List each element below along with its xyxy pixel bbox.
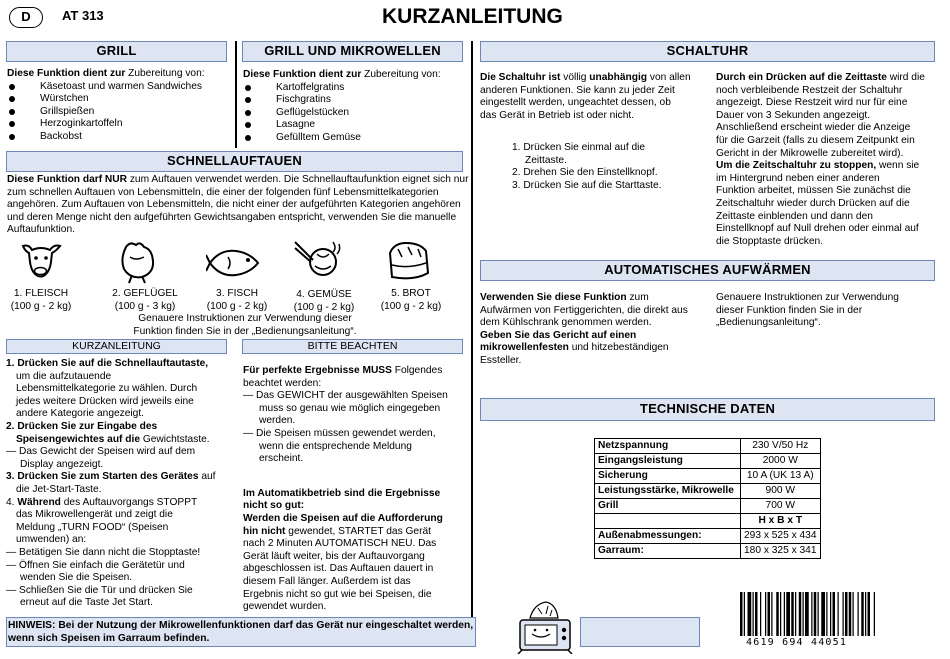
list-item: Geflügelstücken — [243, 107, 468, 120]
short-guide-steps: 1. Drücken Sie auf die Schnellauftautaste, um die aufzutauende Lebensmittelkategorie zu wählen. Durch jedes weitere Drücken wird jeweils eine andere Kategorie angezeigt. 2. Drücken Sie zur Eingabe des Speisengewichtes auf die Gewichtstaste. — Das Gewicht der Speisen wird auf dem Display angezeigt. 3. Drücken Sie zum Starten des Gerätes auf die Jet-Start-Taste. 4. Während des Auftauvorgangs STOPPT das Mikrowellengerät und zeigt die Meldung „TURN FOOD“ (Speisen umwenden) an: — Betätigen Sie dann nicht die Stopptaste! — Öffnen Sie einfach die Gerätetür und wenden Sie die Speisen. — Schließen Sie die Tür und drücken Sie erneut auf die Taste Jet Start. — [6, 358, 216, 609]
category-poultry: 2. GEFLÜGEL (100 g - 3 kg) — [112, 288, 178, 312]
barcode-bar — [821, 592, 825, 636]
table-row: Leistungsstärke, Mikrowelle 900 W — [595, 484, 821, 499]
footer-hint: HINWEIS: Bei der Nutzung der Mikrowellenfunktionen darf das Gerät nur eingeschaltet werden, wenn sich Speisen im Garraum befinden. — [8, 620, 474, 644]
notice-heading: BITTE BEACHTEN — [242, 339, 463, 354]
vegetables-icon — [293, 238, 349, 288]
barcode-bar — [833, 592, 836, 636]
list-item: Kartoffelgratins — [243, 82, 468, 95]
page-title: KURZANLEITUNG — [382, 5, 563, 28]
grill-micro-heading: GRILL UND MIKROWELLEN — [242, 41, 463, 62]
barcode-bar — [760, 592, 761, 636]
grill-micro-section — [243, 69, 468, 145]
list-item: Käsetoast und warmen Sandwiches — [7, 81, 232, 94]
list-item: Herzoginkartoffeln — [7, 118, 232, 131]
barcode-bar — [845, 592, 848, 636]
barcode-bar — [799, 592, 802, 636]
fish-icon — [206, 243, 262, 281]
barcode — [740, 592, 936, 636]
timer-left: Die Schaltuhr ist völlig unabhängig von allen anderen Funktionen. Sie kann zu jeder Zeit eingestellt werden, ungeachtet dessen, ob das Gerät in Betrieb ist oder nicht. — [480, 72, 691, 121]
barcode-number: 4619 694 44051 — [746, 637, 848, 648]
barcode-bar — [814, 592, 817, 636]
category-bread: 5. BROT (100 g - 2 kg) — [380, 288, 442, 312]
notice-section: Für perfekte Ergebnisse MUSS Folgendes beachtet werden: — Das GEWICHT der ausgewählten Speisen muss so genau wie möglich eingegeben werden. — Die Speisen müssen gewendet werden, wenn die entsprechende Meldung erscheint. Im Automatikbetrieb sind die Ergebnisse nicht so gut: Werden die Speisen auf die Aufforderung hin nicht gewendet, STARTET das Gerät nach 2 Minuten AUTOMATISCH NEU. Das Gerät läuft weiter, bis der Auftauvorgang abgeschlossen ist. Das Auftauen dauert in diesem Fall länger. Außerdem ist das Ergebnis nicht so gut wie bei Speisen, die gewendet wurden. — [243, 365, 448, 613]
barcode-bar — [740, 592, 743, 636]
timer-steps: 1. Drücken Sie einmal auf die Zeittaste. 2. Drehen Sie den Einstellknopf. 3. Drücken Sie auf die Starttaste. — [512, 142, 662, 191]
list-item: Lasagne — [243, 119, 468, 132]
quick-defrost-intro: Diese Funktion darf NUR zum Auftauen verwendet werden. Die Schnellauftaufunktion eignet sich nur zum schnellen Auftauen von Lebensmitteln, die einer der folgenden fünf Lebensmittelkategorien angehören. Zum Auftauen von Lebensmitteln, die nicht einer der aufgeführten Kategorien angehören und deren Menge nicht den aufgeführten Gewichtsangaben entspricht, verwenden Sie die manuelle Auftaufunktion. — [7, 174, 469, 236]
timer-right: Durch ein Drücken auf die Zeittaste wird die noch verbleibende Restzeit der Schaltuhr angezeigt. Diese Restzeit wird nur für eine Dauer von 3 Sekunden angezeigt. Anschließend erscheint wieder die Anzeige für die Garzeit (falls zu diesem Zeitpunkt ein Gericht in der Mikrowelle zubereitet wird). Um die Zeitschaltuhr zu stoppen, wenn sie im Hintergrund neben einer anderen Funktion arbeitet, müssen Sie zunächst die Zeitschaltuhr wieder durch Drücken auf die Zeittaste einblenden und dann den Einstellknopf auf Null drehen oder einmal auf die Stopptaste drücken. — [716, 72, 925, 247]
barcode-bar — [776, 592, 779, 636]
tech-heading: TECHNISCHE DATEN — [480, 398, 935, 421]
table-row: Grill 700 W — [595, 499, 821, 514]
barcode-bar — [830, 592, 831, 636]
chicken-icon — [118, 239, 158, 285]
barcode-bar — [858, 592, 859, 636]
list-item: Fischgratins — [243, 94, 468, 107]
category-fish: 3. FISCH (100 g - 2 kg) — [206, 288, 268, 312]
category-vegetables: 4. GEMÜSE (100 g - 2 kg) — [293, 289, 355, 313]
table-row: Sicherung 10 A (UK 13 A) — [595, 469, 821, 484]
barcode-bar — [803, 592, 804, 636]
barcode-bar — [868, 592, 871, 636]
quick-defrost-heading: SCHNELLAUFTAUEN — [6, 151, 463, 172]
timer-heading: SCHALTUHR — [480, 41, 935, 62]
barcode-bar — [791, 592, 794, 636]
barcode-bar — [753, 592, 754, 636]
manual-reference-note: Genauere Instruktionen zur Verwendung dieser Funktion finden Sie in der „Bedienungsanleitung“. — [133, 313, 357, 337]
barcode-bar — [768, 592, 771, 636]
table-row: Außenabmessungen: 293 x 525 x 434 — [595, 529, 821, 544]
barcode-bar — [780, 592, 781, 636]
barcode-bar — [771, 592, 772, 636]
grill-micro-intro: Diese Funktion dient zur Zubereitung von: — [243, 69, 441, 80]
barcode-bar — [826, 592, 827, 636]
list-item: Backobst — [7, 131, 232, 144]
table-row: H x B x T — [595, 514, 821, 529]
barcode-bar — [744, 592, 745, 636]
barcode-bar — [805, 592, 809, 636]
cow-icon — [18, 240, 64, 284]
barcode-bar — [784, 592, 785, 636]
list-item: Grillspießen — [7, 106, 232, 119]
barcode-bar — [811, 592, 812, 636]
barcode-bar — [849, 592, 852, 636]
auto-warm-left: Verwenden Sie diese Funktion zum Aufwärmen von Fertiggerichten, die direkt aus dem Kühlschrank genommen werden. Geben Sie das Gericht auf einen mikrowellenfesten und hitzebeständigen Essteller. — [480, 292, 688, 366]
microwave-mascot-icon — [512, 598, 578, 654]
column-divider — [471, 41, 473, 639]
barcode-bar — [865, 592, 866, 636]
barcode-bar — [755, 592, 758, 636]
auto-warm-right: Genauere Instruktionen zur Verwendung dieser Funktion finden Sie in der „Bedienungsanleitung“. — [716, 292, 899, 329]
short-guide-heading: KURZANLEITUNG — [6, 339, 227, 354]
barcode-bar — [853, 592, 854, 636]
grill-intro: Diese Funktion dient zur Zubereitung von: — [7, 68, 205, 79]
barcode-bar — [818, 592, 819, 636]
hint-box-right — [580, 617, 700, 647]
barcode-bar — [843, 592, 844, 636]
language-badge: D — [9, 7, 43, 28]
auto-warm-heading: AUTOMATISCHES AUFWÄRMEN — [480, 260, 935, 281]
bread-icon — [384, 239, 434, 285]
list-item: Würstchen — [7, 93, 232, 106]
barcode-bar — [748, 592, 752, 636]
grill-section — [7, 68, 232, 144]
table-row: Netzspannung 230 V/50 Hz — [595, 439, 821, 454]
column-divider — [235, 41, 237, 148]
category-meat: 1. FLEISCH (100 g - 2 kg) — [10, 288, 72, 312]
barcode-bar — [838, 592, 839, 636]
barcode-bar — [795, 592, 796, 636]
model-number: AT 313 — [62, 8, 104, 23]
barcode-bar — [861, 592, 864, 636]
barcode-bar — [765, 592, 766, 636]
barcode-bar — [874, 592, 875, 636]
list-item: Gefülltem Gemüse — [243, 132, 468, 145]
table-row: Eingangsleistung 2000 W — [595, 454, 821, 469]
grill-heading: GRILL — [6, 41, 227, 62]
table-row: Garraum: 180 x 325 x 341 — [595, 544, 821, 559]
tech-table — [594, 438, 821, 559]
barcode-bar — [786, 592, 790, 636]
